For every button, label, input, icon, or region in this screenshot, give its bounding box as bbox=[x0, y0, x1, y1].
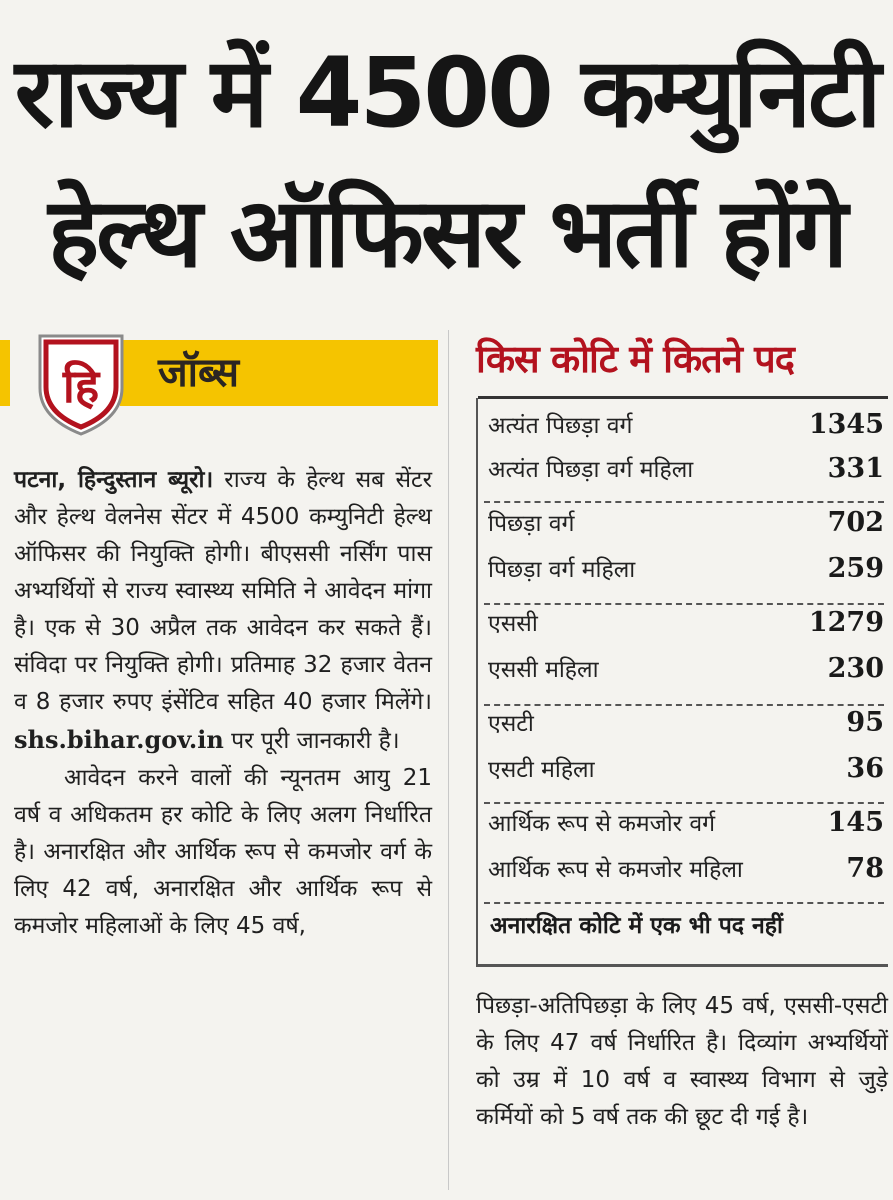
quota-category: आर्थिक रूप से कमजोर महिला bbox=[488, 857, 743, 883]
quota-count: 36 bbox=[846, 753, 884, 784]
quota-row bbox=[488, 846, 884, 894]
quota-row bbox=[488, 546, 884, 594]
article-column-left bbox=[14, 462, 432, 945]
quota-category: आर्थिक रूप से कमजोर वर्ग bbox=[488, 811, 716, 837]
quota-count: 145 bbox=[827, 807, 884, 838]
quota-category: पिछड़ा वर्ग महिला bbox=[488, 557, 636, 583]
article-text: पर पूरी जानकारी है। bbox=[223, 728, 400, 754]
quota-count: 331 bbox=[827, 453, 884, 484]
quota-note: अनारक्षित कोटि में एक भी पद नहीं bbox=[490, 913, 783, 939]
website-link[interactable]: shs.bihar.gov.in bbox=[14, 725, 224, 754]
quota-category: अत्यंत पिछड़ा वर्ग महिला bbox=[488, 457, 694, 483]
quota-count: 259 bbox=[827, 553, 884, 584]
quota-count: 702 bbox=[827, 507, 884, 538]
dateline: पटना, हिन्दुस्तान ब्यूरो। bbox=[14, 467, 214, 493]
quota-row bbox=[488, 746, 884, 794]
quota-count: 1345 bbox=[808, 409, 884, 440]
quota-category: एसटी महिला bbox=[488, 757, 595, 783]
quota-count: 95 bbox=[846, 707, 884, 738]
quota-title: किस कोटि में कितने पद bbox=[476, 337, 794, 381]
article-text: राज्य के हेल्थ सब सेंटर और हेल्थ वेलनेस सेंटर में 4500 कम्युनिटी हेल्थ ऑफिसर की नियुक्ति होगी। बीएससी नर्सिंग पास अभ्यर्थियों से राज्य स्वास्थ्य समिति ने आवेदन मांगा है। एक से 30 अप्रैल तक आवेदन कर सकते हैं। संविदा पर नियुक्ति होगी। प्रतिमाह 32 हजार वेतन व 8 हजार रुपए इंसेंटिव सहित 40 हजार मिलेंगे। bbox=[14, 467, 432, 715]
quota-category: अत्यंत पिछड़ा वर्ग bbox=[488, 413, 633, 439]
hindustan-logo-icon bbox=[34, 330, 128, 438]
quota-count: 1279 bbox=[808, 607, 884, 638]
headline-line-1: राज्य में 4500 कम्युनिटी bbox=[14, 37, 879, 149]
quota-row bbox=[488, 446, 884, 494]
quota-category: एसटी bbox=[488, 711, 534, 737]
quota-row bbox=[488, 402, 884, 450]
quota-category: एससी महिला bbox=[488, 657, 599, 683]
article-column-right bbox=[476, 988, 888, 1136]
quota-box-border bbox=[476, 398, 478, 966]
column-divider bbox=[448, 330, 449, 1190]
quota-row bbox=[488, 646, 884, 694]
quota-box-border bbox=[476, 964, 888, 967]
quota-row bbox=[488, 800, 884, 848]
quota-count: 78 bbox=[846, 853, 884, 884]
section-banner bbox=[120, 340, 438, 406]
headline-line-2: हेल्थ ऑफिसर भर्ती होंगे bbox=[48, 177, 845, 289]
quota-divider bbox=[484, 902, 884, 904]
logo-letter: हि bbox=[62, 359, 100, 413]
article-paragraph-2: आवेदन करने वालों की न्यूनतम आयु 21 वर्ष व अधिकतम हर कोटि के लिए अलग निर्धारित है। अनारक्षित और आर्थिक रूप से कमजोर वर्ग के लिए 42 वर्ष, अनारक्षित और आर्थिक रूप से कमजोर महिलाओं के लिए 45 वर्ष, bbox=[14, 765, 432, 939]
quota-row bbox=[488, 500, 884, 548]
section-label: जॉब्स bbox=[158, 350, 240, 396]
quota-category: एससी bbox=[488, 611, 538, 637]
quota-row bbox=[488, 700, 884, 748]
quota-row bbox=[488, 600, 884, 648]
article-paragraph-3: पिछड़ा-अतिपिछड़ा के लिए 45 वर्ष, एससी-एसटी के लिए 47 वर्ष निर्धारित है। दिव्यांग अभ्यर्थियों को उम्र में 10 वर्ष व स्वास्थ्य विभाग से जुड़े कर्मियों को 5 वर्ष तक की छूट दी गई है। bbox=[476, 993, 888, 1130]
quota-category: पिछड़ा वर्ग bbox=[488, 511, 575, 537]
quota-count: 230 bbox=[827, 653, 884, 684]
article-paragraph-1 bbox=[14, 462, 432, 760]
quota-title-rule bbox=[478, 396, 888, 399]
banner-accent-bar bbox=[0, 340, 10, 406]
